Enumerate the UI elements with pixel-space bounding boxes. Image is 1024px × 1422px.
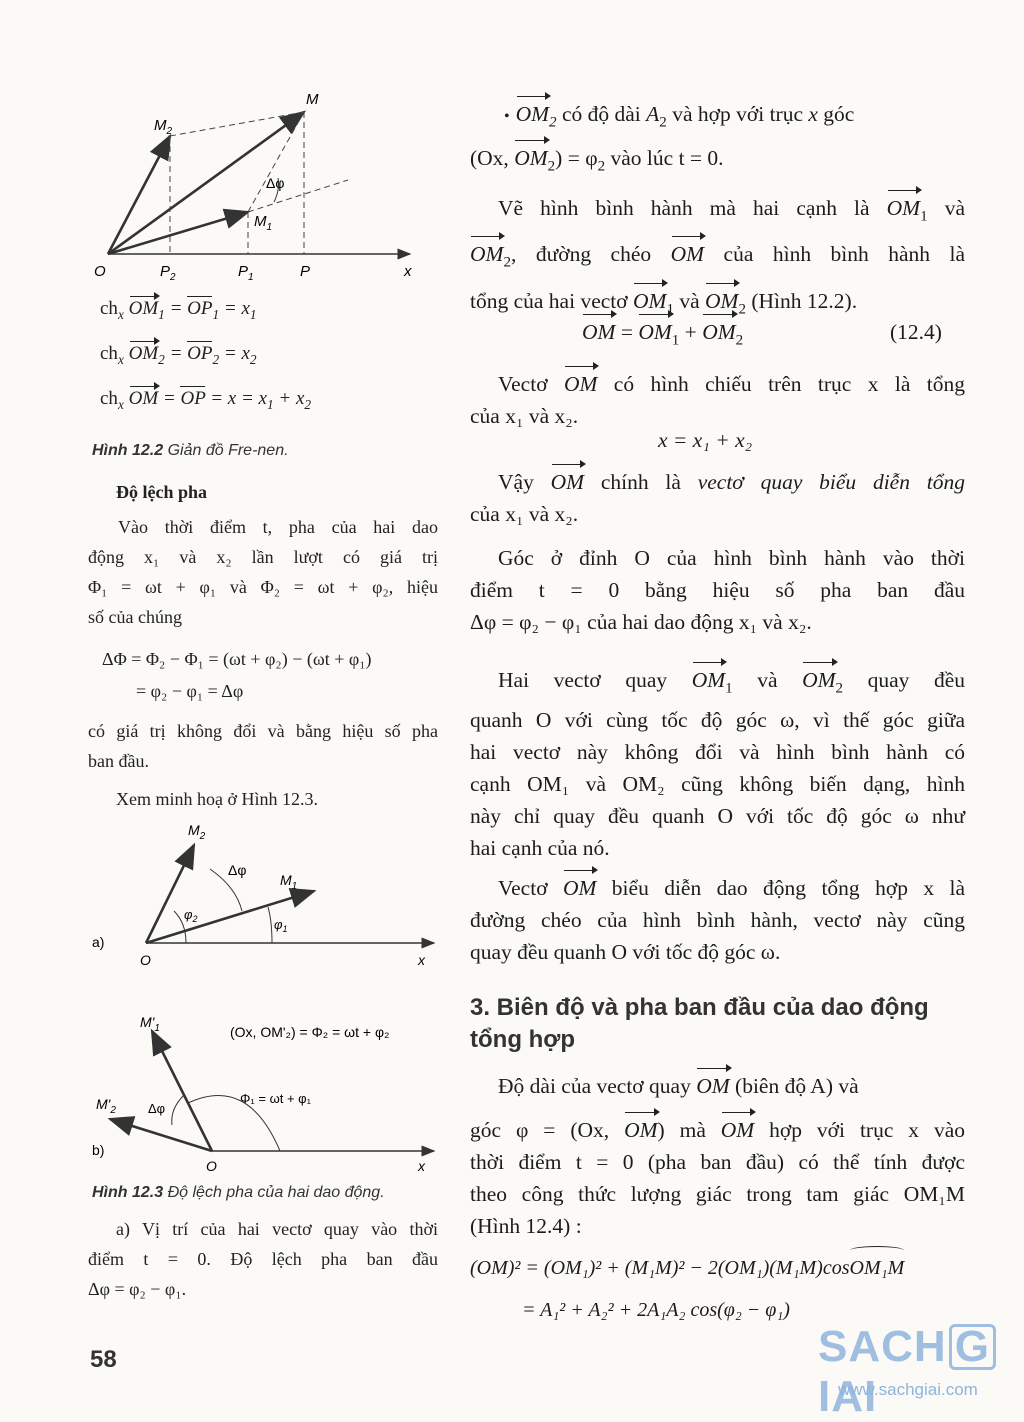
dashed-m2-m — [170, 112, 304, 136]
delta-phi-equation-2: = φ₂ − φ₁ = Δφ — [136, 681, 244, 701]
label-dphi: Δφ — [266, 175, 285, 191]
label-m1-prime: $M'_1$ — [140, 1014, 160, 1034]
paragraph-projection: Vectơ OM có hình chiếu trên trục x là tổng của x₁ và x₂. — [470, 368, 965, 432]
page-number: 58 — [90, 1346, 117, 1373]
formula-top: (Ox, OM'₂) = Φ₂ = ωt + φ₂ — [230, 1024, 390, 1040]
formula-mid: Φ₁ = ωt + φ₁ — [240, 1091, 311, 1106]
bullet-om2-line-1: • $OM_2$ có độ dài $A_2$ và hợp với trục x góc — [470, 98, 965, 138]
amplitude-equation: = A₁² + A₂² + 2A₁A₂ cos(φ₂ − φ₁) — [522, 1299, 790, 1321]
paragraph-amplitude: Độ dài của vectơ quay OM (biên độ A) và góc φ = (Ox, OM) mà OM hợp với trục x vào thời điểm t = 0 (pha ban đầu) có thể tính được theo công thức lượng giác trong tam giác OM₁M (Hình 12.4) : — [470, 1070, 965, 1242]
paragraph-parallelogram: Vẽ hình bình hành mà hai cạnh là $OM_1$ và $OM_2$, đường chéo OM của hình bình hành là tổng của hai vectơ $OM_1$ và $OM_2$ (Hình 12.2). — [470, 192, 965, 325]
dphi-arc — [172, 1095, 184, 1125]
left-paragraph-1: Vào thời điểm t, pha của hai dao động x₁ và x₂ lần lượt có giá trị Φ₁ = ωt + φ₁ và Φ₂ = ωt + φ₂, hiệu số của chúng — [88, 517, 438, 627]
projection-equation-3: $ch_x$ OM = OP = $x = x_1 + x_2$ — [100, 388, 312, 412]
watermark-url: www.sachgiai.com — [838, 1380, 978, 1399]
label-m1: $M_1$ — [280, 872, 298, 892]
label-phi1: $\varphi_1$ — [274, 917, 288, 934]
projection-equation-1: $ch_x$ $OM_1 = OP_1 = x_1$ — [100, 298, 257, 322]
label-x: x — [404, 263, 412, 280]
sum-equation: x = x₁ + x₂ — [658, 428, 753, 452]
vector-om2-prime — [110, 1119, 212, 1151]
vector-om2 — [108, 136, 170, 254]
section-heading-phase-difference: Độ lệch pha — [116, 482, 208, 502]
vector-om1 — [108, 212, 248, 254]
watermark-logo: SACH GIAI — [818, 1322, 1024, 1422]
vector-om1-prime — [152, 1031, 212, 1151]
delta-phi-equation-1: ΔΦ = Φ₂ − Φ₁ = (ωt + φ₂) − (ωt + φ₁) — [102, 649, 372, 669]
label-o: O — [94, 263, 106, 280]
label-x: x — [418, 952, 425, 968]
phi1-arc — [268, 907, 272, 943]
figure-12-3-caption: Hình 12.3 Độ lệch pha của hai dao động. — [92, 1184, 385, 1201]
figure-12-3a-diagram — [88, 815, 438, 975]
left-bottom-paragraph: a) Vị trí của hai vectơ quay vào thời điểm t = 0. Độ lệch pha ban đầu Δφ = φ₂ − φ₁. — [88, 1219, 438, 1299]
paragraph-rotating-vector: Vậy OM chính là vectơ quay biểu diễn tổng của x₁ và x₂. — [470, 466, 965, 530]
figure-12-3b-diagram — [88, 1005, 438, 1175]
equation-number-12-4: (12.4) — [890, 320, 942, 344]
figure-12-2-caption: Hình 12.2 Giản đồ Fre-nen. — [92, 442, 289, 459]
label-m2: $M_2$ — [188, 822, 206, 842]
left-paragraph-2: có giá trị không đổi và bằng hiệu số pha ban đầu. — [88, 721, 438, 771]
bullet-om2-line-2: (Ox, $OM_2) = \varphi_2$ vào lúc t = 0. — [470, 142, 965, 182]
label-m: M — [306, 91, 319, 108]
vector-om1 — [146, 891, 314, 943]
label-m2: $M_2$ — [154, 117, 173, 137]
label-phi2: $\varphi_2$ — [184, 907, 198, 924]
see-figure-text: Xem minh hoạ ở Hình 12.3. — [116, 789, 318, 809]
label-a: a) — [92, 934, 105, 950]
paragraph-resultant: Vectơ OM biểu diễn dao động tổng hợp x là đường chéo của hình bình hành, vectơ này cũng quay đều quanh O với tốc độ góc ω. — [470, 872, 965, 968]
label-m1: $M_1$ — [254, 213, 273, 233]
label-p2: $P_2$ — [160, 263, 176, 280]
label-o: O — [206, 1158, 217, 1174]
label-p1: $P_1$ — [238, 263, 254, 280]
projection-equation-2: $ch_x$ $OM_2 = OP_2 = x_2$ — [100, 343, 257, 367]
label-b: b) — [92, 1142, 105, 1158]
figure-12-2-diagram — [88, 80, 428, 280]
label-p: P — [300, 263, 311, 280]
vector-om2 — [146, 845, 194, 943]
label-o: O — [140, 952, 151, 968]
label-dphi: Δφ — [228, 862, 247, 878]
label-x: x — [418, 1158, 425, 1174]
equation-12-4: OM = $OM_1 + OM_2$ — [582, 316, 743, 356]
label-dphi: Δφ — [148, 1101, 166, 1116]
paragraph-two-rotating-vectors: Hai vectơ quay $OM_1$ và $OM_2$ quay đều quanh O với cùng tốc độ góc ω, vì thế góc giữa hai vectơ này không đổi và hình bình hành có cạnh OM₁ và OM₂ cũng không biến dạng, hình này chỉ quay đều quanh O với tốc độ góc ω như hai cạnh của nó. — [470, 664, 965, 864]
section-3-heading: 3. Biên độ và pha ban đầu của dao động tổng hợp — [470, 994, 929, 1053]
paragraph-angle-o: Góc ở đỉnh O của hình bình hành vào thời điểm t = 0 bằng hiệu số pha ban đầu Δφ = φ₂ − φ₁ của hai dao động x₁ và x₂. — [470, 546, 965, 634]
label-m2-prime: $M'_2$ — [96, 1096, 116, 1116]
cosine-law-equation: (OM)² = (OM₁)² + (M₁M)² − 2(OM₁)(M₁M)cos OM₁M — [470, 1252, 904, 1284]
